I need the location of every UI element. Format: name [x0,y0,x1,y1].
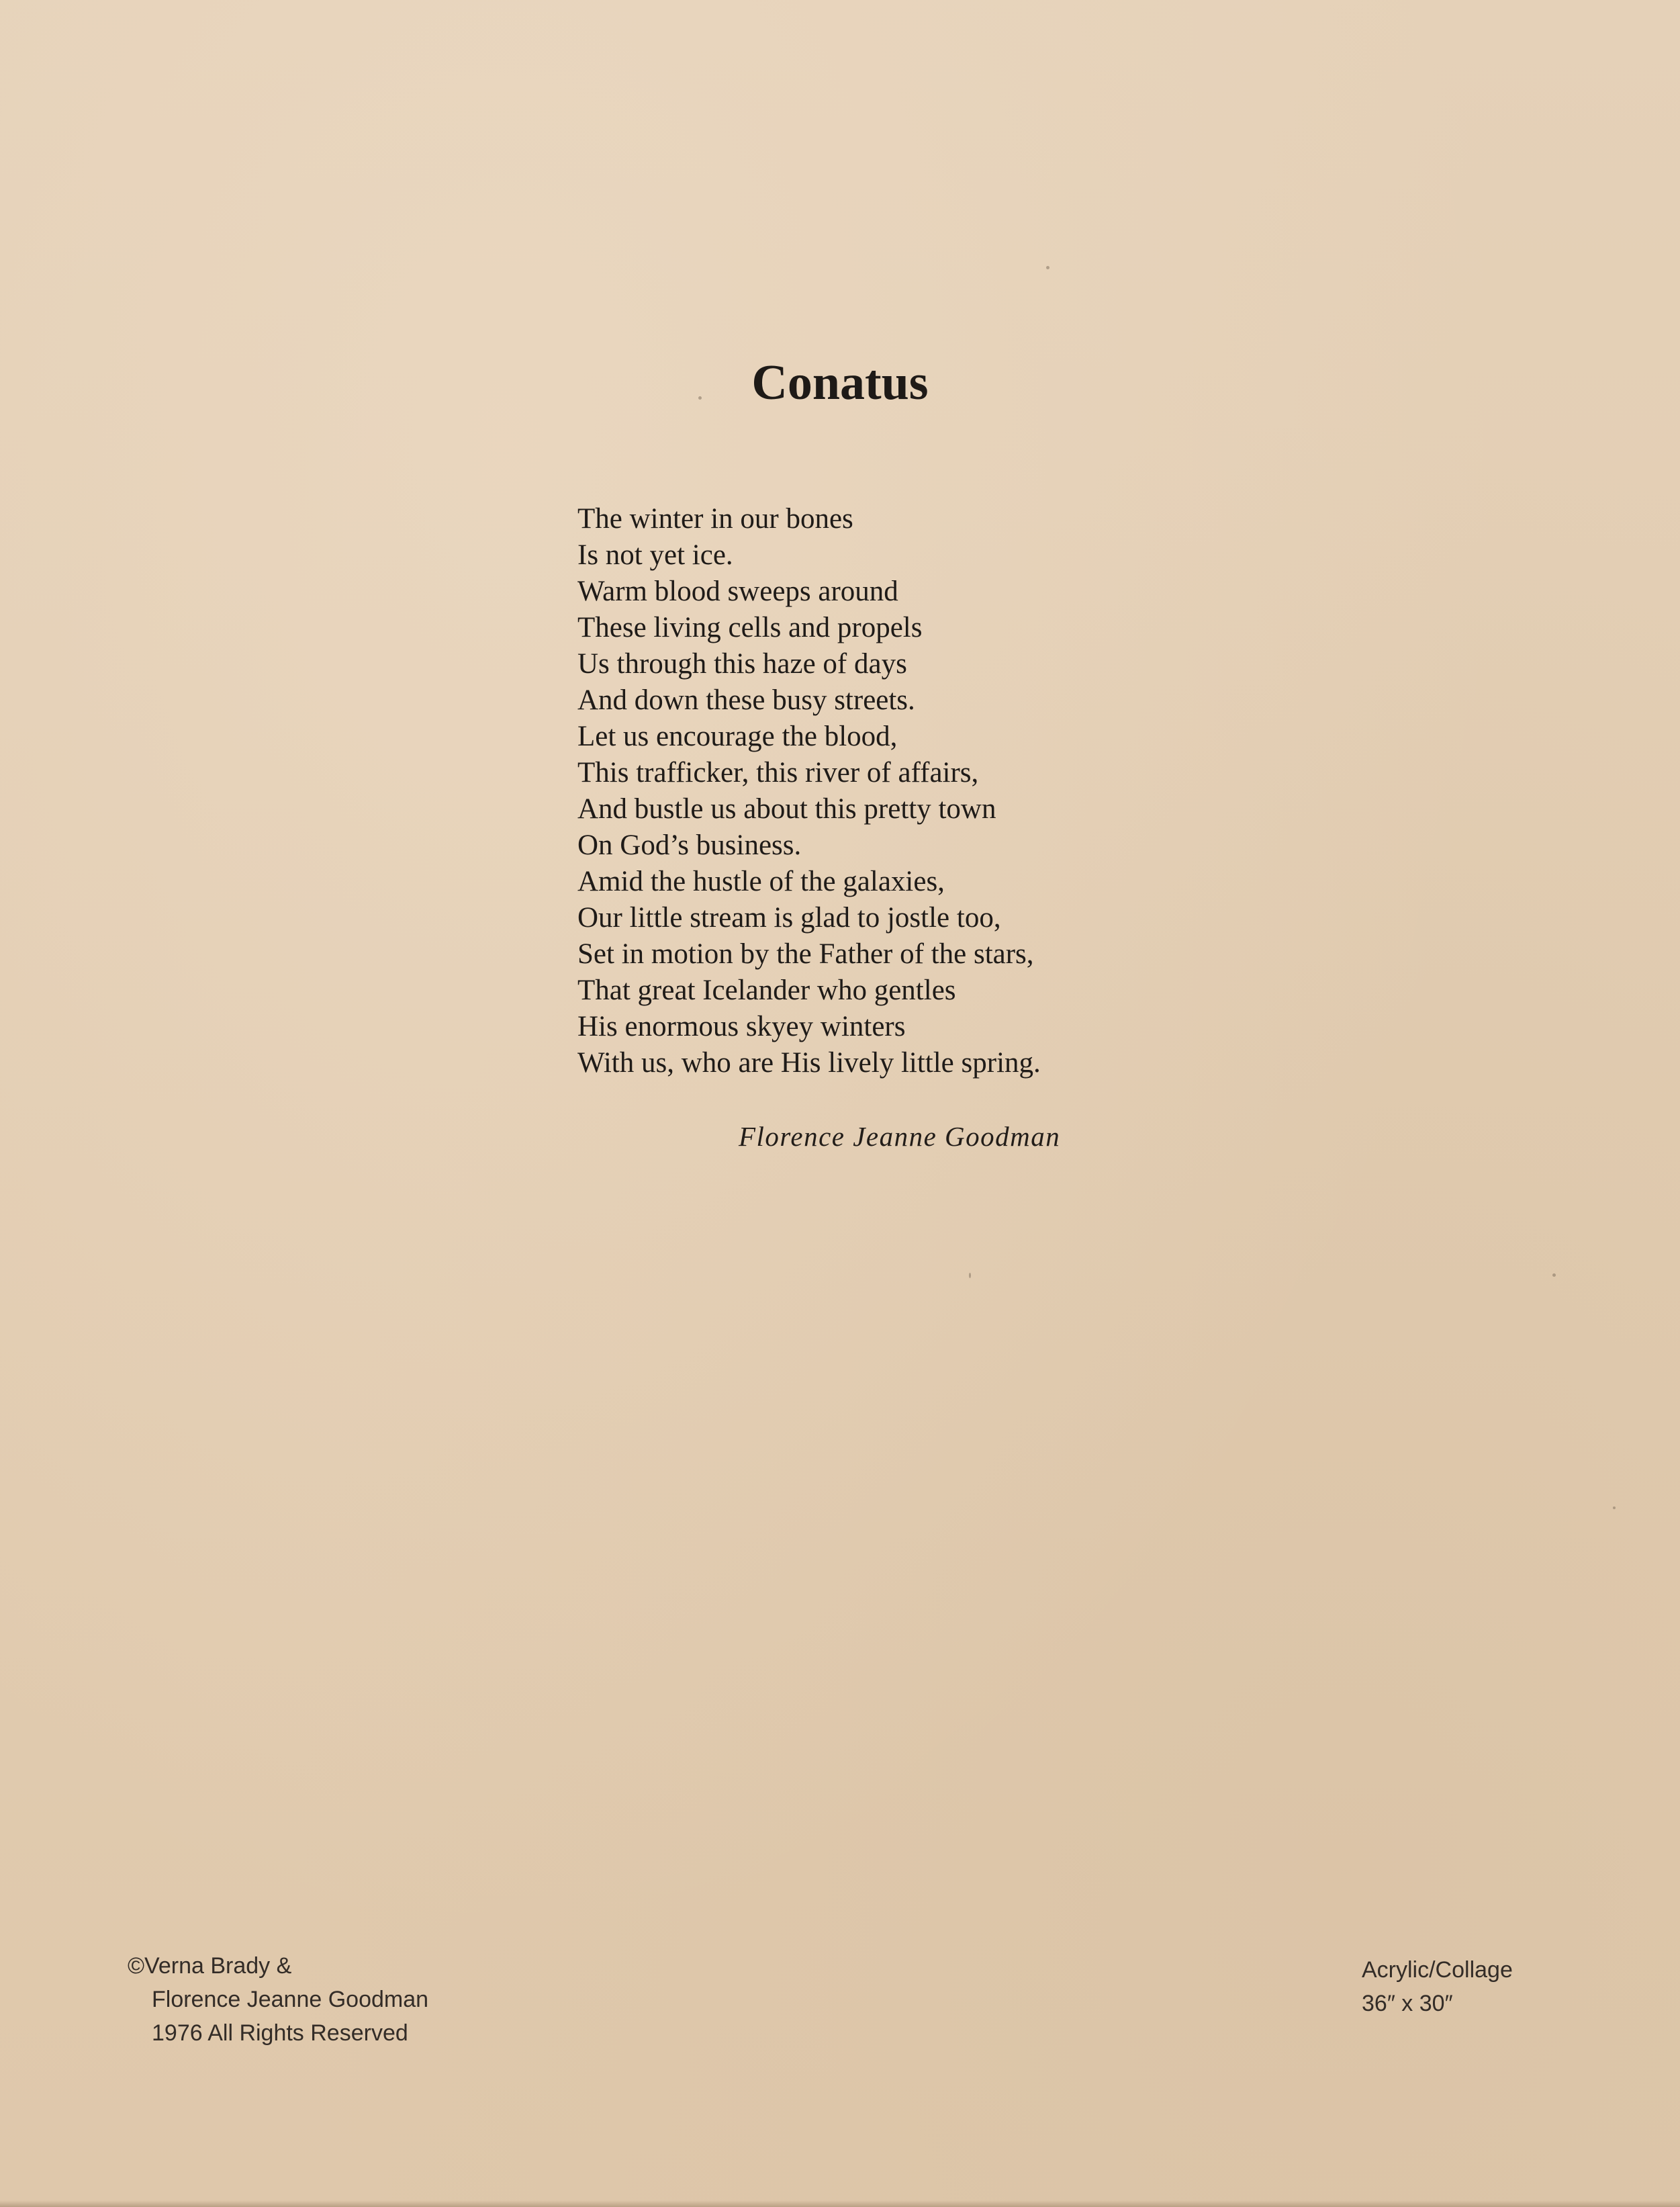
poem-line: Let us encourage the blood, [577,721,898,752]
poem-line: Our little stream is glad to jostle too, [577,902,1001,934]
copyright-line: Florence Jeanne Goodman [152,1987,429,2012]
poem-line: Amid the hustle of the galaxies, [577,866,945,897]
artwork-dimensions: 36″ x 30″ [1362,1991,1453,2016]
copyright-notice [128,1949,428,2050]
paper-speck [1552,1273,1556,1277]
poem-line: And down these busy streets. [577,684,915,716]
poem-line: This trafficker, this river of affairs, [577,757,979,789]
poem-line: On God’s business. [577,829,802,861]
poem-line: Set in motion by the Father of the stars, [577,938,1034,970]
poem-body [577,501,1041,1081]
paper-speck [1613,1506,1616,1509]
copyright-line: 1976 All Rights Reserved [152,2020,408,2046]
paper-speck [969,1273,971,1278]
poem-line: His enormous skyey winters [577,1011,906,1042]
artwork-info [1362,1953,1513,2020]
paper-speck [698,396,702,400]
poem-line: With us, who are His lively little spring. [577,1047,1041,1079]
poem-title: Conatus [751,355,929,410]
poem-line: And bustle us about this pretty town [577,793,996,825]
poem-line: These living cells and propels [577,612,923,643]
copyright-line: ©Verna Brady & [128,1953,292,1979]
poem-line: Warm blood sweeps around [577,576,898,607]
poem-line: Is not yet ice. [577,539,733,571]
paper-bottom-edge [0,2200,1680,2207]
artwork-medium: Acrylic/Collage [1362,1957,1513,1983]
poem-author: Florence Jeanne Goodman [739,1121,1061,1152]
paper-speck [1046,266,1049,269]
poem-line: The winter in our bones [577,503,853,535]
poem-line: That great Icelander who gentles [577,975,956,1006]
poem-line: Us through this haze of days [577,648,907,680]
